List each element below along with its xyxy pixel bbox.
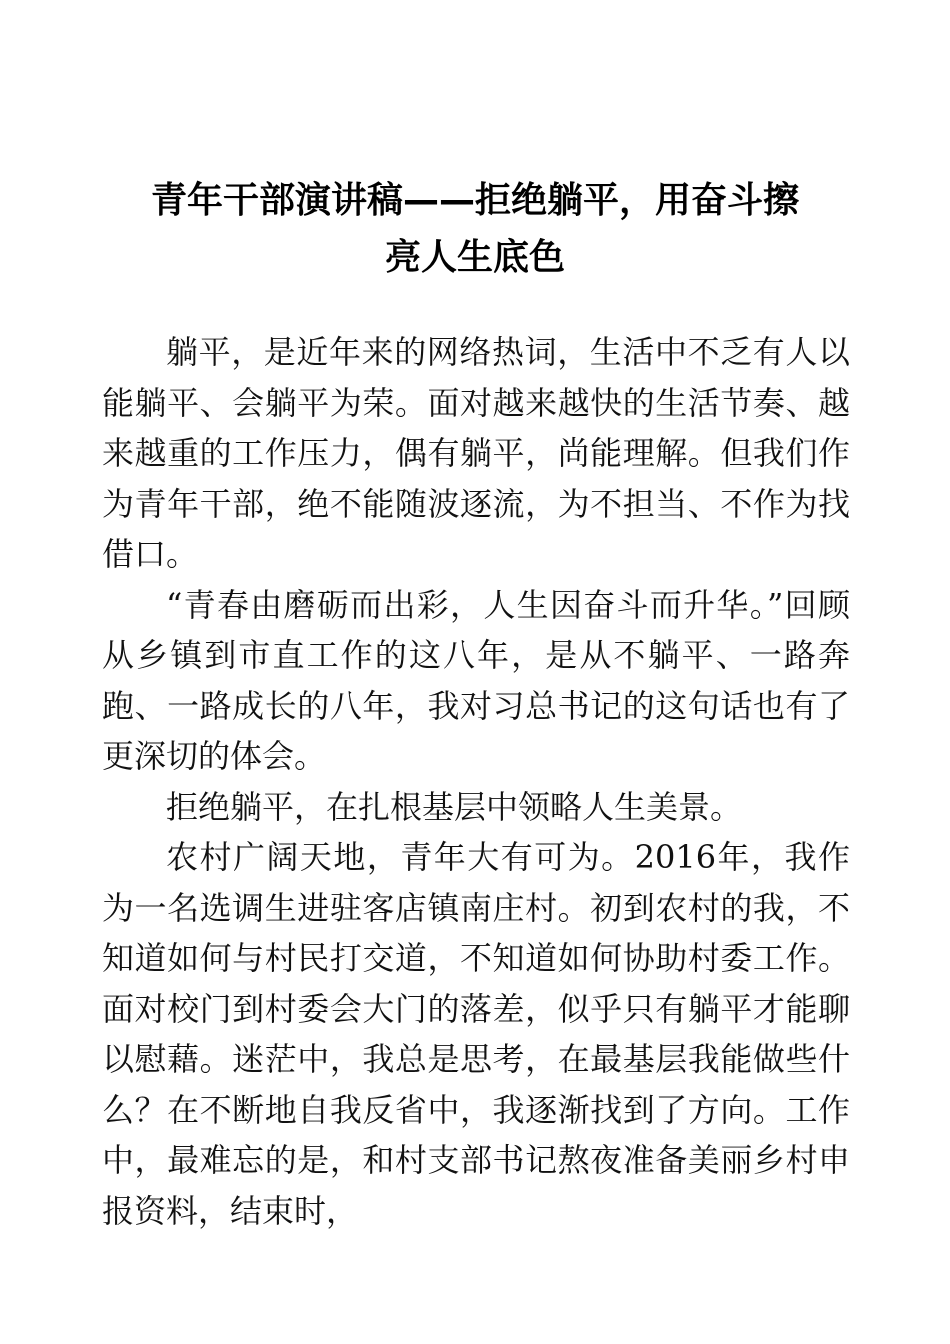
paragraph-1: 躺平，是近年来的网络热词，生活中不乏有人以能躺平、会躺平为荣。面对越来越快的生活节奏、越来越重的工作压力，偶有躺平，尚能理解。但我们作为青年干部，绝不能随波逐流，为不担当、不作为找借口。 [102, 333, 850, 573]
paragraph-4: 农村广阔天地，青年大有可为。2016年，我作为一名选调生进驻客店镇南庄村。初到农村的我，不知道如何与村民打交道，不知道如何协助村委工作。面对校门到村委会大门的落差，似乎只有躺平才能聊以慰藉。迷茫中，我总是思考，在最基层我能做些什么？在不断地自我反省中，我逐渐找到了方向。工作中，最难忘的是，和村支部书记熬夜准备美丽乡村申报资料，结束时， [102, 838, 850, 1230]
paragraph-3: 拒绝躺平，在扎根基层中领略人生美景。 [166, 787, 743, 826]
title-line-2: 亮人生底色 [384, 237, 565, 278]
document-title [100, 172, 850, 286]
title-line-1: 青年干部演讲稿——拒绝躺平，用奋斗擦 [150, 180, 799, 221]
document-body [102, 327, 850, 1236]
paragraph-2: “青春由磨砺而出彩，人生因奋斗而升华。”回顾从乡镇到市直工作的这八年，是从不躺平、一路奔跑、一路成长的八年，我对习总书记的这句话也有了更深切的体会。 [102, 585, 850, 775]
